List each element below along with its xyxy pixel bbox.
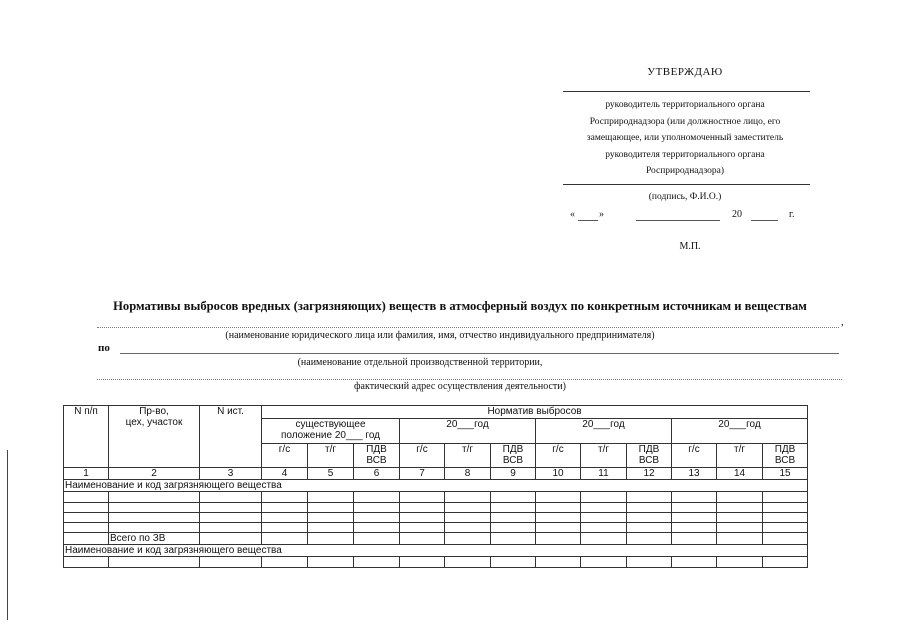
- col-number: 12: [627, 468, 672, 480]
- table-row: [64, 492, 808, 503]
- col-number: 10: [536, 468, 581, 480]
- date-month-blank: [636, 220, 720, 221]
- unit-pdv: [491, 444, 536, 468]
- table-row: [64, 503, 808, 513]
- group-existing-line-1: существующее: [295, 419, 366, 430]
- col-number: 3: [200, 468, 262, 480]
- date-quote-open: «: [570, 209, 575, 220]
- col-number: 11: [581, 468, 627, 480]
- unit-gs: г/с: [536, 444, 581, 468]
- unit-gs: г/с: [262, 444, 308, 468]
- header-norm: Норматив выбросов: [262, 406, 808, 419]
- substance-row: [64, 545, 808, 557]
- date-year-blank: [751, 220, 778, 221]
- col-number: 4: [262, 468, 308, 480]
- entity-caption: (наименование юридического лица или фамилия, имя, отчество индивидуального предпринимателя): [225, 330, 655, 341]
- approval-name-line: [563, 184, 810, 185]
- group-year-1: 20___год: [400, 419, 536, 444]
- group-existing-line-2: положение 20___ год: [280, 430, 381, 441]
- unit-tg: т/г: [581, 444, 627, 468]
- col-number: 15: [763, 468, 808, 480]
- unit-pdv: [763, 444, 808, 468]
- approval-line-3: замещающее, или уполномоченный заместитель: [586, 133, 784, 143]
- total-row: [64, 533, 808, 545]
- unit-pdv: [354, 444, 400, 468]
- unit-gs: г/с: [400, 444, 445, 468]
- header-row-1: [64, 406, 808, 419]
- col-number: 7: [400, 468, 445, 480]
- unit-pdv-l1: ПДВ: [502, 444, 524, 455]
- unit-pdv-l2: ВСВ: [774, 455, 796, 466]
- table-row: [64, 513, 808, 523]
- stamp-label: М.П.: [679, 241, 701, 252]
- col-number: 1: [64, 468, 109, 480]
- col-number: 14: [717, 468, 763, 480]
- unit-pdv-l2: ВСВ: [638, 455, 660, 466]
- signature-caption: (подпись, Ф.И.О.): [648, 192, 722, 202]
- unit-pdv-l1: ПДВ: [774, 444, 796, 455]
- col-number: 2: [109, 468, 200, 480]
- substance-name: Наименование и код загрязняющего вещества: [64, 480, 808, 492]
- po-label: по: [98, 342, 110, 354]
- col-number: 5: [308, 468, 354, 480]
- approval-line-1: руководитель территориального органа: [605, 100, 765, 110]
- col-number: 9: [491, 468, 536, 480]
- col-number: 6: [354, 468, 400, 480]
- table-row: [64, 557, 808, 568]
- total-label: Всего по ЗВ: [109, 533, 200, 545]
- substance-row: [64, 480, 808, 492]
- document-title: Нормативы выбросов вредных (загрязняющих) веществ в атмосферный воздух по конкретным источникам и веществам: [113, 299, 807, 313]
- unit-tg: т/г: [717, 444, 763, 468]
- header-source: N ист.: [200, 406, 262, 468]
- date-year-suffix: г.: [789, 209, 795, 220]
- table-row: [64, 523, 808, 533]
- substance-name: Наименование и код загрязняющего вещества: [64, 545, 808, 557]
- date-year-prefix: 20: [732, 209, 742, 220]
- approval-line-4: руководителя территориального органа: [605, 149, 765, 160]
- header-shop-line-2: цех, участок: [125, 417, 183, 428]
- emission-norms-table: [63, 405, 808, 568]
- entity-line-comma: ,: [841, 316, 844, 328]
- unit-tg: т/г: [445, 444, 491, 468]
- entity-name-line: [97, 327, 839, 328]
- unit-pdv: [627, 444, 672, 468]
- approval-position-text: [560, 97, 810, 180]
- header-shop: [109, 406, 200, 468]
- unit-pdv-l2: ВСВ: [366, 455, 387, 466]
- unit-pdv-l1: ПДВ: [638, 444, 660, 455]
- approval-line-2: Росприроднадзора (или должностное лицо, его: [589, 116, 781, 127]
- approval-line-5: Росприроднадзора): [645, 166, 725, 176]
- address-caption: фактический адрес осуществления деятельности): [354, 381, 566, 392]
- approval-title: УТВЕРЖДАЮ: [647, 66, 723, 78]
- header-num: N п/п: [64, 406, 109, 468]
- approval-signature-line: [563, 91, 810, 92]
- unit-tg: т/г: [308, 444, 354, 468]
- site-caption: (наименование отдельной производственной территории,: [297, 357, 543, 368]
- group-existing: [262, 419, 400, 444]
- col-number: 8: [445, 468, 491, 480]
- group-year-2: 20___год: [536, 419, 672, 444]
- column-number-row: [64, 468, 808, 480]
- header-shop-line-1: Пр-во,: [139, 406, 169, 417]
- col-number: 13: [672, 468, 717, 480]
- date-quote-close: »: [599, 209, 604, 220]
- group-year-3: 20___год: [672, 419, 808, 444]
- unit-pdv-l1: ПДВ: [366, 444, 387, 455]
- unit-pdv-l2: ВСВ: [502, 455, 524, 466]
- date-day-blank: [578, 220, 598, 221]
- page-binding-edge: [7, 450, 8, 620]
- unit-gs: г/с: [672, 444, 717, 468]
- address-line: [97, 379, 842, 380]
- site-name-line: [120, 353, 839, 354]
